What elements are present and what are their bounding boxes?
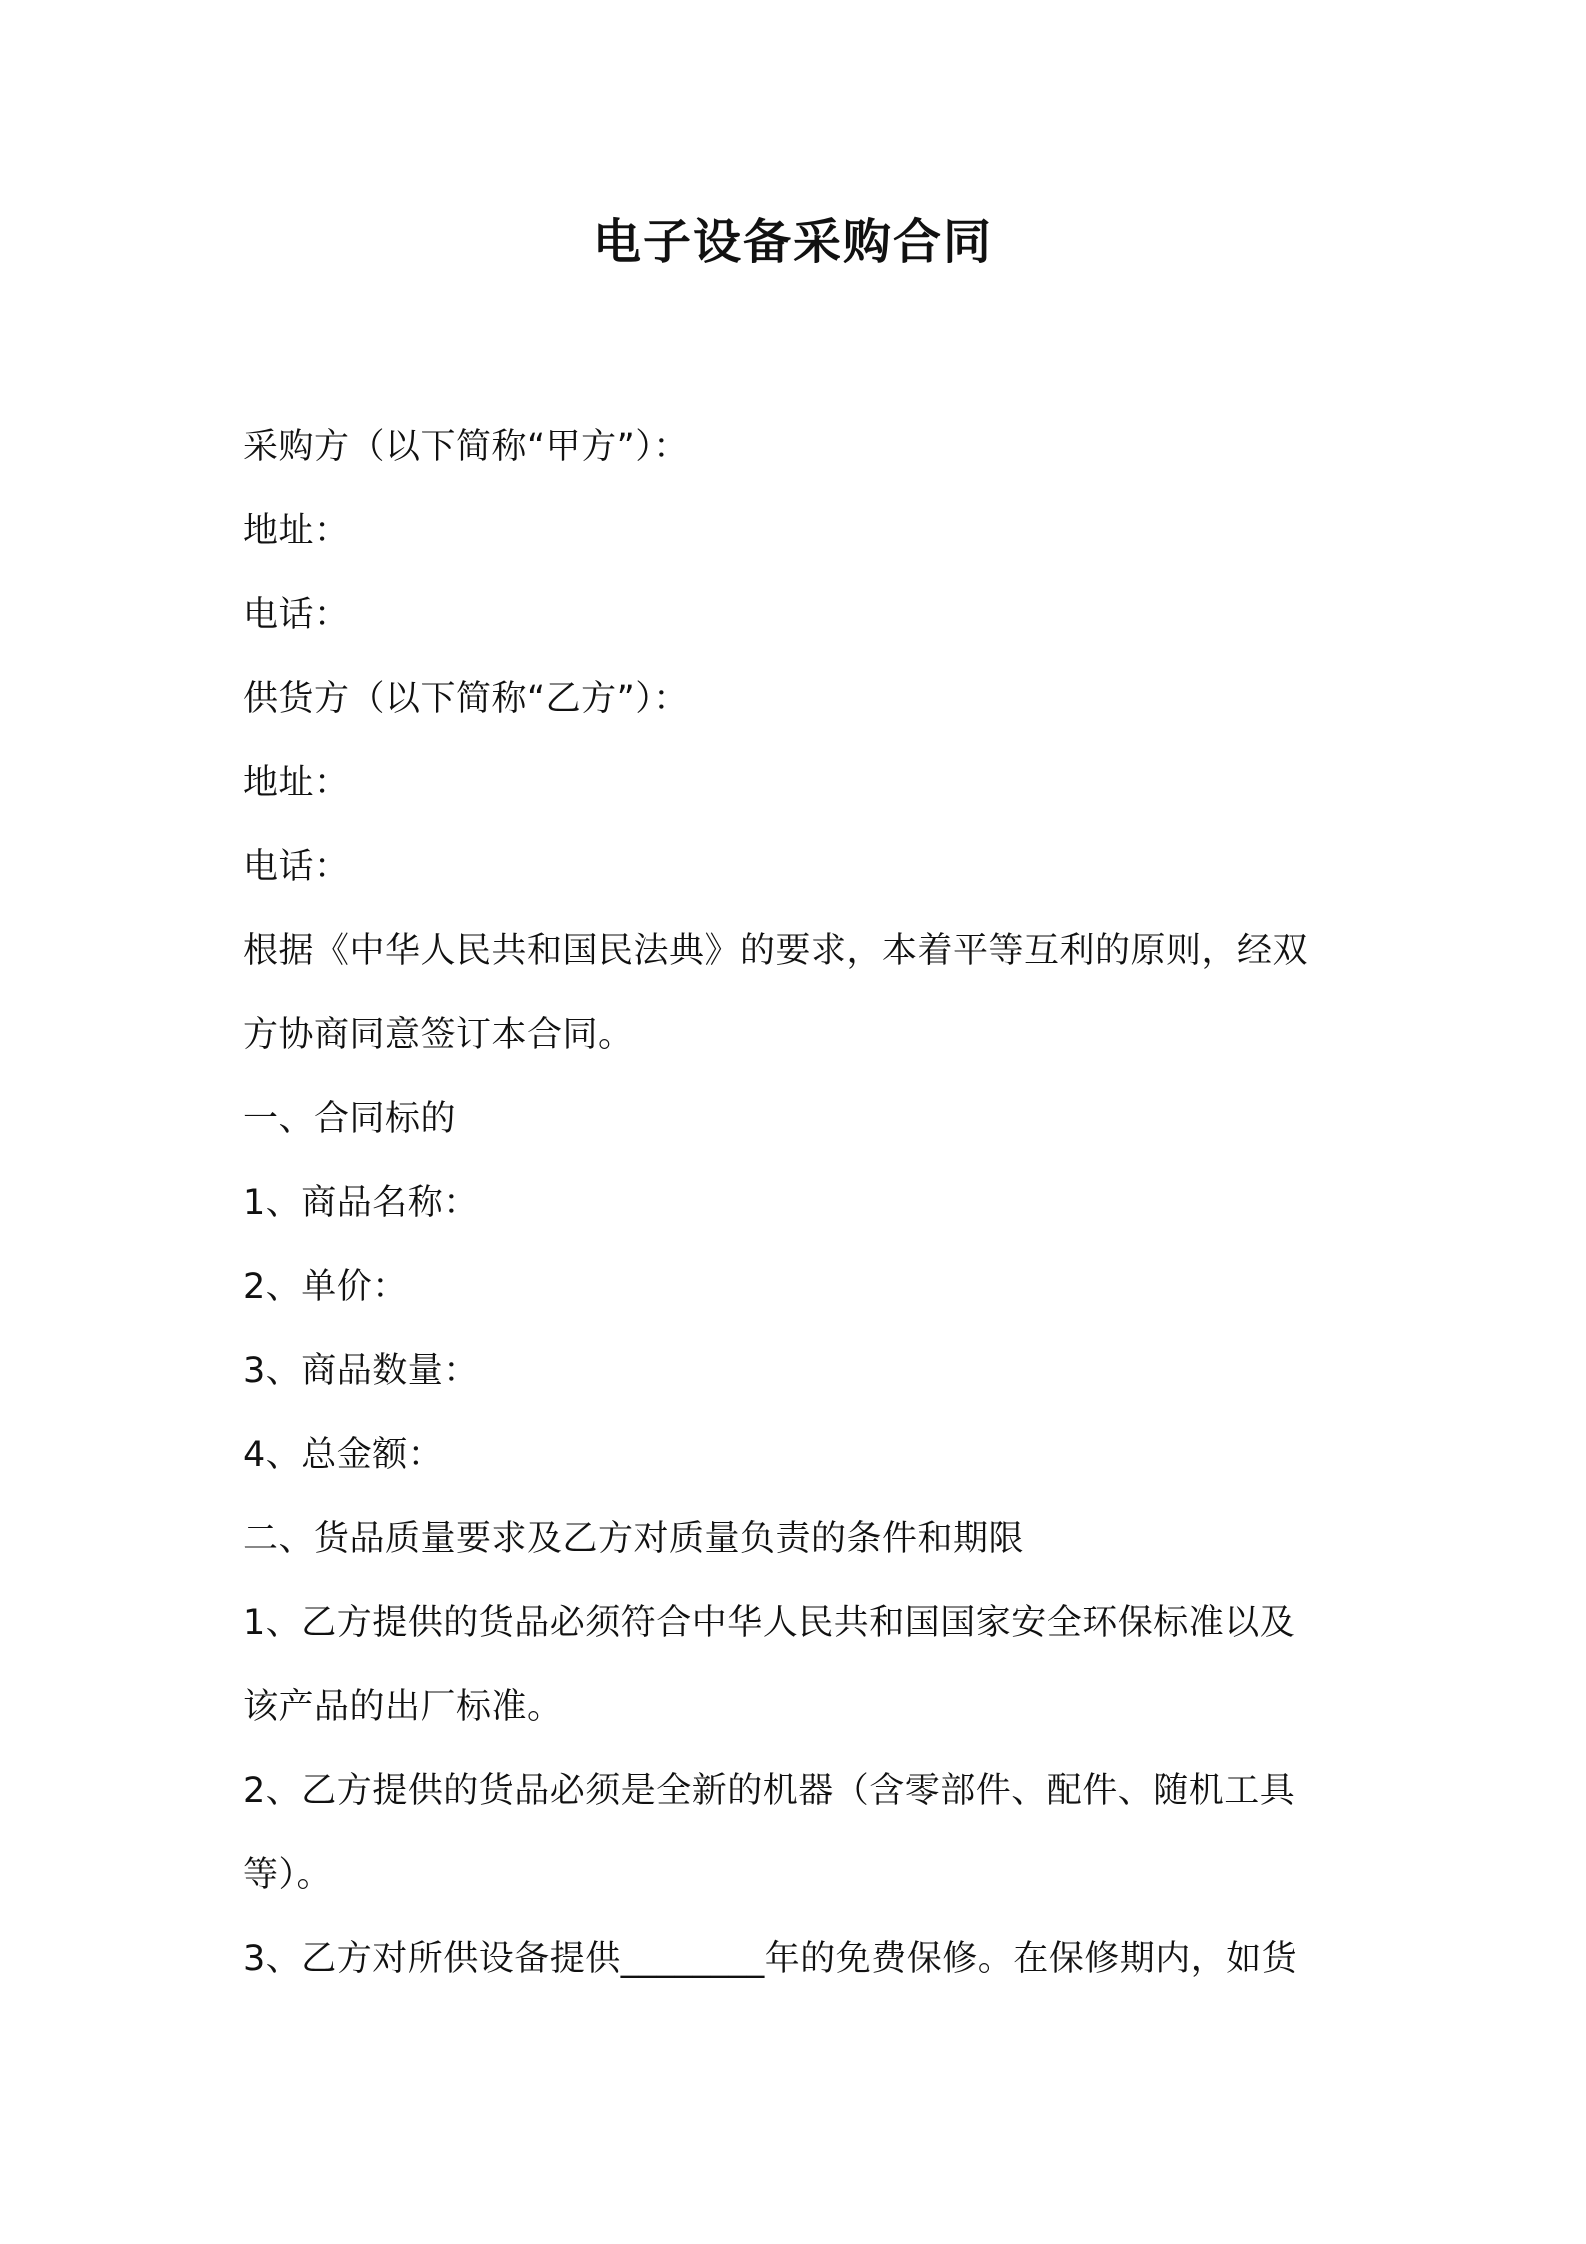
item-unit-price: 2、单价： (243, 1267, 408, 1307)
clause-2-1-line-1: 1、乙方提供的货品必须符合中华人民共和国国家安全环保标准以及 (243, 1603, 1296, 1643)
clause-2-2-line-1: 2、乙方提供的货品必须是全新的机器（含零部件、配件、随机工具 (243, 1771, 1296, 1811)
preamble-line-2: 方协商同意签订本合同。 (243, 1015, 634, 1055)
buyer-address-label: 地址： (243, 511, 350, 551)
supplier-address-label: 地址： (243, 763, 350, 803)
contract-body (243, 405, 1363, 2001)
item-total-amount: 4、总金额： (243, 1435, 444, 1475)
item-quantity: 3、商品数量： (243, 1351, 479, 1391)
supplier-phone-label: 电话： (243, 847, 350, 887)
supplier-label: 供货方（以下简称“乙方”）： (243, 679, 689, 719)
section-2-heading: 二、货品质量要求及乙方对质量负责的条件和期限 (243, 1519, 1025, 1559)
buyer-label: 采购方（以下简称“甲方”）： (243, 427, 689, 467)
item-product-name: 1、商品名称： (243, 1183, 479, 1223)
clause-2-3-line-1: 3、乙方对所供设备提供________年的免费保修。在保修期内，如货 (243, 1939, 1298, 1979)
document-title: 电子设备采购合同 (592, 214, 993, 270)
preamble-line-1: 根据《中华人民共和国民法典》的要求，本着平等互利的原则，经双 (243, 931, 1309, 971)
clause-2-2-line-2: 等）。 (243, 1855, 333, 1895)
clause-2-1-line-2: 该产品的出厂标准。 (243, 1687, 563, 1727)
buyer-phone-label: 电话： (243, 595, 350, 635)
section-1-heading: 一、合同标的 (243, 1099, 457, 1139)
